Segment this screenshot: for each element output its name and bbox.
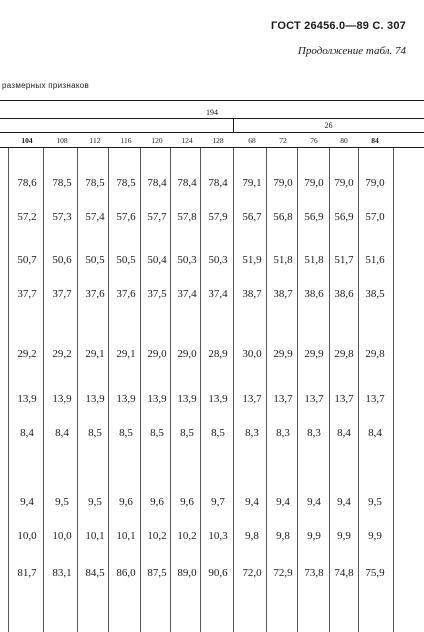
table-cell: 89,0: [177, 567, 197, 579]
table-cell: 8,4: [55, 427, 69, 439]
table-cell: 72,0: [242, 567, 262, 579]
table-cell: 86,0: [116, 567, 136, 579]
table-cell: 78,4: [208, 177, 228, 189]
column-header: 112: [89, 136, 101, 145]
table-cell: 84,5: [85, 567, 105, 579]
table-cell: 28,9: [208, 348, 228, 360]
table-cell: 29,8: [334, 348, 354, 360]
table-cell: 8,4: [337, 427, 351, 439]
table-cell: 78,6: [17, 177, 37, 189]
table-cell: 13,7: [242, 393, 262, 405]
table-cell: 9,9: [307, 530, 321, 542]
table-cell: 87,5: [147, 567, 167, 579]
table-continuation-title: Продолжение табл. 74: [297, 45, 406, 57]
column-header: 76: [310, 136, 318, 145]
page-header-standard: ГОСТ 26456.0—89 С. 307: [271, 20, 406, 32]
table-cell: 9,6: [150, 496, 164, 508]
table-cell: 57,3: [52, 211, 72, 223]
table-cell: 9,4: [337, 496, 351, 508]
table-cell: 37,4: [177, 288, 197, 300]
table-cell: 13,9: [147, 393, 167, 405]
table-cell: 50,5: [116, 254, 136, 266]
table-cell: 83,1: [52, 567, 72, 579]
table-cell: 8,5: [180, 427, 194, 439]
table-cell: 73,8: [304, 567, 324, 579]
table-cell: 9,9: [337, 530, 351, 542]
table-cell: 9,8: [245, 530, 259, 542]
table-cell: 29,1: [116, 348, 136, 360]
table-cell: 9,8: [276, 530, 290, 542]
table-cell: 57,7: [147, 211, 167, 223]
subgroup-rule: [0, 132, 424, 133]
table-cell: 29,9: [273, 348, 293, 360]
table-cell: 79,0: [365, 177, 385, 189]
table-cell: 8,3: [307, 427, 321, 439]
table-cell: 29,2: [52, 348, 72, 360]
table-cell: 57,0: [365, 211, 385, 223]
table-cell: 29,0: [147, 348, 167, 360]
table-cell: 13,7: [334, 393, 354, 405]
table-cell: 56,9: [304, 211, 324, 223]
table-cell: 10,0: [17, 530, 37, 542]
column-divider: [393, 148, 394, 632]
table-cell: 57,9: [208, 211, 228, 223]
table-cell: 30,0: [242, 348, 262, 360]
table-cell: 56,7: [242, 211, 262, 223]
table-cell: 50,4: [147, 254, 167, 266]
table-cell: 37,7: [52, 288, 72, 300]
table-cell: 13,9: [177, 393, 197, 405]
table-cell: 9,5: [368, 496, 382, 508]
top-rule: [0, 100, 424, 101]
table-cell: 37,5: [147, 288, 167, 300]
column-header: 120: [151, 136, 163, 145]
column-header: 116: [120, 136, 132, 145]
table-cell: 51,6: [365, 254, 385, 266]
table-cell: 29,9: [304, 348, 324, 360]
column-header: 80: [340, 136, 348, 145]
table-cell: 57,8: [177, 211, 197, 223]
table-cell: 57,4: [85, 211, 105, 223]
table-cell: 38,6: [334, 288, 354, 300]
table-cell: 29,0: [177, 348, 197, 360]
table-cell: 9,4: [276, 496, 290, 508]
table-cell: 78,5: [116, 177, 136, 189]
table-cell: 13,9: [17, 393, 37, 405]
table-cell: 50,3: [208, 254, 228, 266]
table-cell: 13,9: [85, 393, 105, 405]
table-cell: 9,7: [211, 496, 225, 508]
table-cell: 9,5: [88, 496, 102, 508]
table-cell: 50,6: [52, 254, 72, 266]
column-divider: [8, 148, 9, 632]
table-cell: 8,3: [245, 427, 259, 439]
table-cell: 29,1: [85, 348, 105, 360]
table-cell: 13,7: [304, 393, 324, 405]
table-cell: 13,9: [116, 393, 136, 405]
table-cell: 8,3: [276, 427, 290, 439]
table-cell: 57,6: [116, 211, 136, 223]
table-cell: 75,9: [365, 567, 385, 579]
table-cell: 9,9: [368, 530, 382, 542]
table-cell: 10,0: [52, 530, 72, 542]
table-cell: 51,7: [334, 254, 354, 266]
table-cell: 8,5: [119, 427, 133, 439]
table-cell: 9,4: [245, 496, 259, 508]
table-cell: 10,1: [85, 530, 105, 542]
table-cell: 10,3: [208, 530, 228, 542]
table-cell: 38,7: [242, 288, 262, 300]
column-header: 108: [56, 136, 68, 145]
table-cell: 10,2: [177, 530, 197, 542]
table-cell: 9,4: [307, 496, 321, 508]
table-cell: 13,7: [365, 393, 385, 405]
column-header: 72: [279, 136, 287, 145]
column-divider: [43, 148, 44, 632]
table-cell: 8,5: [211, 427, 225, 439]
table-cell: 78,5: [85, 177, 105, 189]
table-cell: 10,1: [116, 530, 136, 542]
table-cell: 38,5: [365, 288, 385, 300]
table-cell: 38,7: [273, 288, 293, 300]
table-cell: 13,7: [273, 393, 293, 405]
table-cell: 51,9: [242, 254, 262, 266]
table-cell: 9,6: [180, 496, 194, 508]
table-cell: 8,5: [150, 427, 164, 439]
group-rule: [0, 118, 424, 119]
table-cell: 74,8: [334, 567, 354, 579]
table-cell: 37,6: [116, 288, 136, 300]
table-cell: 29,2: [17, 348, 37, 360]
group-label-26: 26: [324, 121, 333, 130]
table-cell: 50,3: [177, 254, 197, 266]
table-cell: 13,9: [52, 393, 72, 405]
column-header: 128: [212, 136, 224, 145]
table-cell: 9,4: [20, 496, 34, 508]
table-cell: 37,7: [17, 288, 37, 300]
table-cell: 8,4: [368, 427, 382, 439]
table-cell: 57,2: [17, 211, 37, 223]
table-cell: 10,2: [147, 530, 167, 542]
table-cell: 13,9: [208, 393, 228, 405]
table-cell: 78,4: [147, 177, 167, 189]
column-header: 124: [181, 136, 193, 145]
table-cell: 79,0: [334, 177, 354, 189]
table-cell: 37,4: [208, 288, 228, 300]
table-cell: 8,5: [88, 427, 102, 439]
table-cell: 79,1: [242, 177, 262, 189]
table-cell: 29,8: [365, 348, 385, 360]
column-header: 68: [248, 136, 256, 145]
table-cell: 56,8: [273, 211, 293, 223]
table-cell: 81,7: [17, 567, 37, 579]
table-cell: 79,0: [304, 177, 324, 189]
table-cell: 79,0: [273, 177, 293, 189]
column-header: 84: [371, 136, 379, 145]
table-cell: 51,8: [273, 254, 293, 266]
table-cell: 78,5: [52, 177, 72, 189]
table-cell: 50,7: [17, 254, 37, 266]
table-cell: 72,9: [273, 567, 293, 579]
table-cell: 78,4: [177, 177, 197, 189]
header-bottom-rule: [0, 147, 424, 148]
group-label-194: 194: [206, 108, 218, 117]
column-header: 104: [21, 136, 33, 145]
table-cell: 56,9: [334, 211, 354, 223]
table-caption: размерных признаков: [2, 81, 90, 90]
table-cell: 51,8: [304, 254, 324, 266]
table-cell: 50,5: [85, 254, 105, 266]
table-cell: 9,5: [55, 496, 69, 508]
table-cell: 90,6: [208, 567, 228, 579]
table-cell: 37,6: [85, 288, 105, 300]
table-cell: 8,4: [20, 427, 34, 439]
table-cell: 9,6: [119, 496, 133, 508]
table-cell: 38,6: [304, 288, 324, 300]
